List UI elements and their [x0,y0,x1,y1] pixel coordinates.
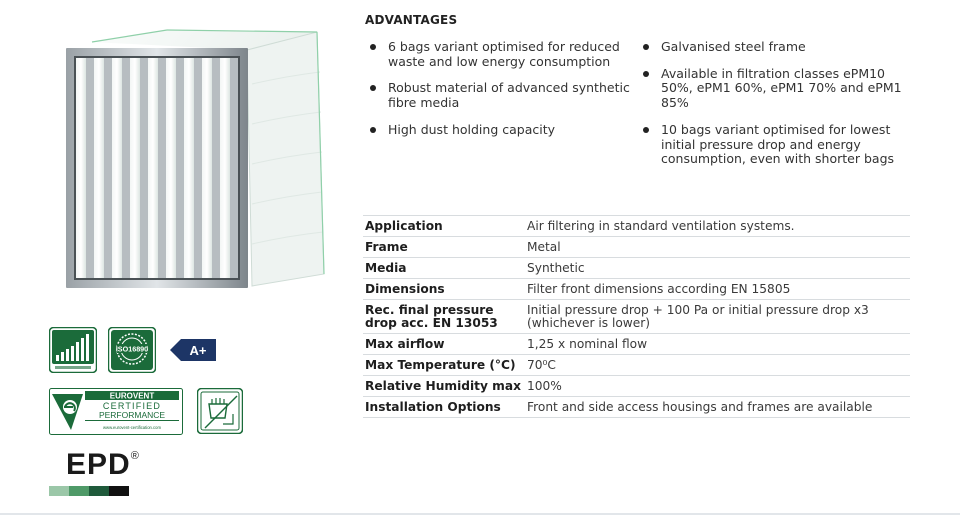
spec-key: Dimensions [363,279,525,300]
spec-key: Relative Humidity max [363,376,525,397]
energy-efficiency-icon [49,327,97,373]
advantage-item: Available in filtration classes ePM10 50%, ePM1 60%, ePM1 70% and ePM1 85% [641,67,903,111]
food-safe-icon [197,388,243,434]
eurovent-url: www.eurovent-certification.com [103,425,161,430]
epd-logo [66,448,140,482]
energy-rating-text: A+ [189,343,207,358]
spec-key: Installation Options [363,397,525,418]
spec-value: 70⁰C [525,355,910,376]
registered-mark: ® [130,450,140,462]
spec-key: Application [363,216,525,237]
advantage-item: 10 bags variant optimised for lowest initial pressure drop and energy consumption, even with shorter bags [641,123,903,167]
spec-value: Initial pressure drop + 100 Pa or initial pressure drop x3 (whichever is lower) [525,300,910,334]
spec-key: Max Temperature (°C) [363,355,525,376]
table-row [363,397,910,418]
advantage-item: High dust holding capacity [368,123,630,138]
spec-value: 100% [525,376,910,397]
epd-color-bar [49,486,129,496]
advantages-list-left [368,40,630,150]
eurovent-certified-logo [49,388,183,435]
spec-key: Max airflow [363,334,525,355]
spec-value: Metal [525,237,910,258]
iso-16890-icon [108,327,156,373]
spec-value: 1,25 x nominal flow [525,334,910,355]
iso-badge-text: ISO16890 [115,344,149,354]
advantages-heading: ADVANTAGES [365,13,458,27]
spec-value: Filter front dimensions according EN 15805 [525,279,910,300]
eurovent-performance-text: PERFORMANCE [98,410,166,420]
spec-value: Air filtering in standard ventilation systems. [525,216,910,237]
spec-value: Front and side access housings and frames are available [525,397,910,418]
table-row [363,300,910,334]
eurovent-certified-text: CERTIFIED [102,401,162,411]
advantage-item: Robust material of advanced synthetic fibre media [368,81,630,110]
table-row [363,334,910,355]
table-row [363,237,910,258]
spec-key: Media [363,258,525,279]
table-row [363,258,910,279]
advantages-list-right [641,40,903,179]
table-row [363,279,910,300]
eurovent-title: EUROVENT [109,391,155,401]
table-row [363,216,910,237]
advantage-item: Galvanised steel frame [641,40,903,55]
specification-table [363,215,910,418]
bag-filter-image [62,24,330,290]
spec-key: Rec. final pressure drop acc. EN 13053 [363,300,525,334]
advantage-item: 6 bags variant optimised for reduced waste and low energy consumption [368,40,630,69]
table-row [363,355,910,376]
epd-text: EPD [66,448,131,481]
energy-rating-badge [170,339,216,361]
spec-value: Synthetic [525,258,910,279]
spec-key: Frame [363,237,525,258]
bottom-divider [0,513,960,515]
table-row [363,376,910,397]
